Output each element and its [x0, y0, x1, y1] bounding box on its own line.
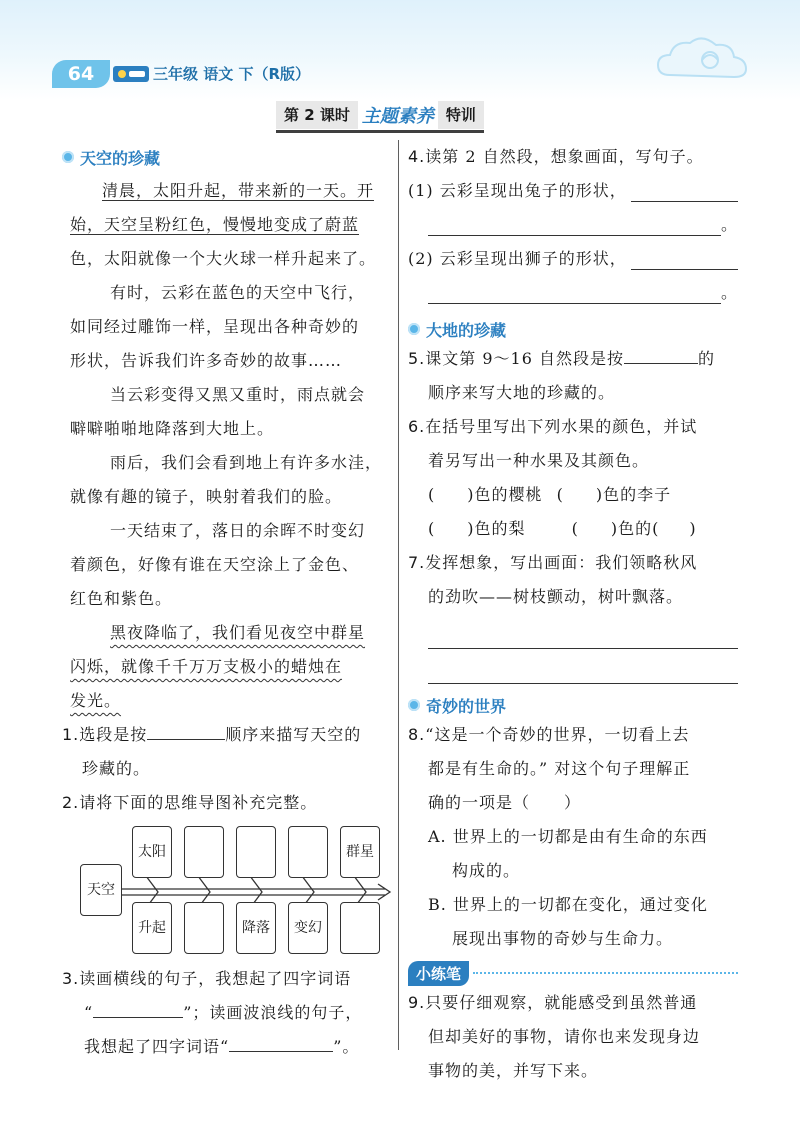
answer-blank[interactable]: [229, 1051, 333, 1052]
column-divider: [398, 140, 399, 1050]
practice-label: 小练笔: [408, 961, 469, 986]
section-title-text: 奇妙的世界: [426, 696, 507, 716]
reading-passage: [62, 174, 388, 718]
lesson-suffix: 特训: [438, 101, 484, 129]
passage-line: 噼噼啪啪地降落到大地上。: [70, 419, 275, 438]
mind-map-node-blank[interactable]: [340, 902, 380, 954]
section-title-text: 大地的珍藏: [426, 320, 507, 340]
answer-line[interactable]: [428, 614, 738, 649]
answer-blank[interactable]: [428, 303, 721, 304]
passage-line: 红色和紫色。: [70, 589, 173, 608]
mind-map-node: 降落: [236, 902, 276, 954]
lesson-theme: 主题素养: [361, 106, 434, 127]
mind-map-node-blank[interactable]: [288, 826, 328, 878]
passage-line: 始，天空呈粉红色，慢慢地变成了蔚蓝: [70, 215, 360, 234]
passage-line: 一天结束了，落日的余晖不时变幻: [110, 521, 366, 540]
question-5: 5.课文第 9～16 自然段是按 的: [408, 349, 715, 368]
section-dot-icon: [408, 699, 420, 711]
passage-line: 形状，告诉我们许多奇妙的故事……: [70, 351, 343, 370]
passage-line: 雨后，我们会看到地上有许多水洼，: [110, 453, 383, 472]
passage-line: 着颜色，好像有谁在天空涂上了金色、: [70, 555, 360, 574]
question-3: 3.读画横线的句子，我想起了四字词语 “ ”；读画波浪线的句子， 我想起了四字词语“ ”。: [62, 969, 363, 1056]
section-world-title: [408, 692, 738, 718]
mind-map-node: 升起: [132, 902, 172, 954]
answer-blank[interactable]: [93, 1017, 183, 1018]
passage-line: 闪烁，就像千千万万支极小的蜡烛在: [70, 657, 343, 676]
lesson-banner: [276, 100, 484, 133]
question-8: 8.“这是一个奇妙的世界，一切看上去: [408, 725, 690, 744]
left-column: [62, 144, 388, 820]
answer-line[interactable]: [428, 649, 738, 684]
passage-line: 就像有趣的镜子，映射着我们的脸。: [70, 487, 343, 506]
mind-map-node: 太阳: [132, 826, 172, 878]
mind-map: [80, 826, 392, 956]
mind-map-node-blank[interactable]: [184, 826, 224, 878]
question-2: 2.请将下面的思维导图补充完整。: [62, 793, 318, 812]
answer-blank[interactable]: [147, 739, 225, 740]
passage-line: 黑夜降临了，我们看见夜空中群星: [110, 623, 366, 642]
section-dot-icon: [408, 323, 420, 335]
passage-line: 清晨，太阳升起，带来新的一天。开: [102, 181, 375, 200]
passage-line: 色，太阳就像一个大火球一样升起来了。: [70, 249, 377, 268]
question-6: 6.在括号里写出下列水果的颜色，并试: [408, 417, 698, 436]
dotted-divider: [473, 972, 738, 974]
question-7: 7.发挥想象，写出画面：我们领略秋风: [408, 553, 698, 572]
section-title-text: 天空的珍藏: [80, 148, 161, 168]
page-number: 64: [52, 60, 110, 88]
brand-logo-icon: [112, 62, 150, 86]
answer-blank[interactable]: [624, 363, 698, 364]
passage-line: 当云彩变得又黑又重时，雨点就会: [110, 385, 366, 404]
question-1-cont: 珍藏的。: [82, 759, 151, 778]
lesson-number: 第 2 课时: [276, 101, 358, 129]
mind-map-root: 天空: [80, 864, 122, 916]
answer-blank[interactable]: [631, 201, 738, 202]
passage-line: 发光。: [70, 691, 122, 710]
book-title: 三年级 语文 下（R版）: [153, 65, 310, 83]
section-earth-title: [408, 316, 738, 342]
section-sky-title: [62, 144, 388, 170]
mind-map-node-blank[interactable]: [236, 826, 276, 878]
page-header: [0, 0, 800, 100]
question-9: 9.只要仔细观察，就能感受到虽然普通: [408, 993, 698, 1012]
question-4: 4.读第 2 自然段，想象画面，写句子。: [408, 147, 704, 166]
answer-blank[interactable]: [631, 269, 738, 270]
passage-line: 如同经过雕饰一样，呈现出各种奇妙的: [70, 317, 360, 336]
option-a[interactable]: A. 世界上的一切都是由有生命的东西: [428, 827, 708, 846]
section-dot-icon: [62, 151, 74, 163]
mind-map-node: 变幻: [288, 902, 328, 954]
practice-header: [408, 960, 738, 986]
mind-map-node-blank[interactable]: [184, 902, 224, 954]
option-b[interactable]: B. 世界上的一切都在变化，通过变化: [428, 895, 708, 914]
answer-blank[interactable]: [428, 235, 721, 236]
right-column: 4.读第 2 自然段，想象画面，写句子。 (1) 云彩呈现出兔子的形状， 。 (2) 云彩呈现出狮子的形状， 。 大地的珍藏 5.课文第 9～16 自然段是按 的 顺序来写大地的珍藏的。 6.在括号里写出下列水果的颜色，并试 着另写出一种水果及其颜色。 ( )色的樱桃 ( )色的李子 ( )色的梨 ( )色的( ) 7.发挥想象，写出画面：我们领略秋风 的劲吹——树枝颤动，树叶飘落。 奇妙的世界 8.“这是一个奇妙的世界，一切看上去 都是有生命的。” 对这个句子理解正 确的一项是（ ） A. 世界上的一切都是由有生命的东西 构成的。 B. 世界上的一切都在变化，通过变化 展现出事物的奇妙与生命力。 小练笔 9.只要仔细观察，就能感受到虽然普通 但却美好的事物，请你也来发现身边 事物的美，并写下来。: [408, 140, 738, 1088]
mind-map-node: 群星: [340, 826, 380, 878]
question-1: 1.选段是按 顺序来描写天空的: [62, 725, 362, 744]
passage-line: 有时，云彩在蓝色的天空中飞行，: [110, 283, 366, 302]
cloud-decoration-icon: [650, 30, 760, 90]
